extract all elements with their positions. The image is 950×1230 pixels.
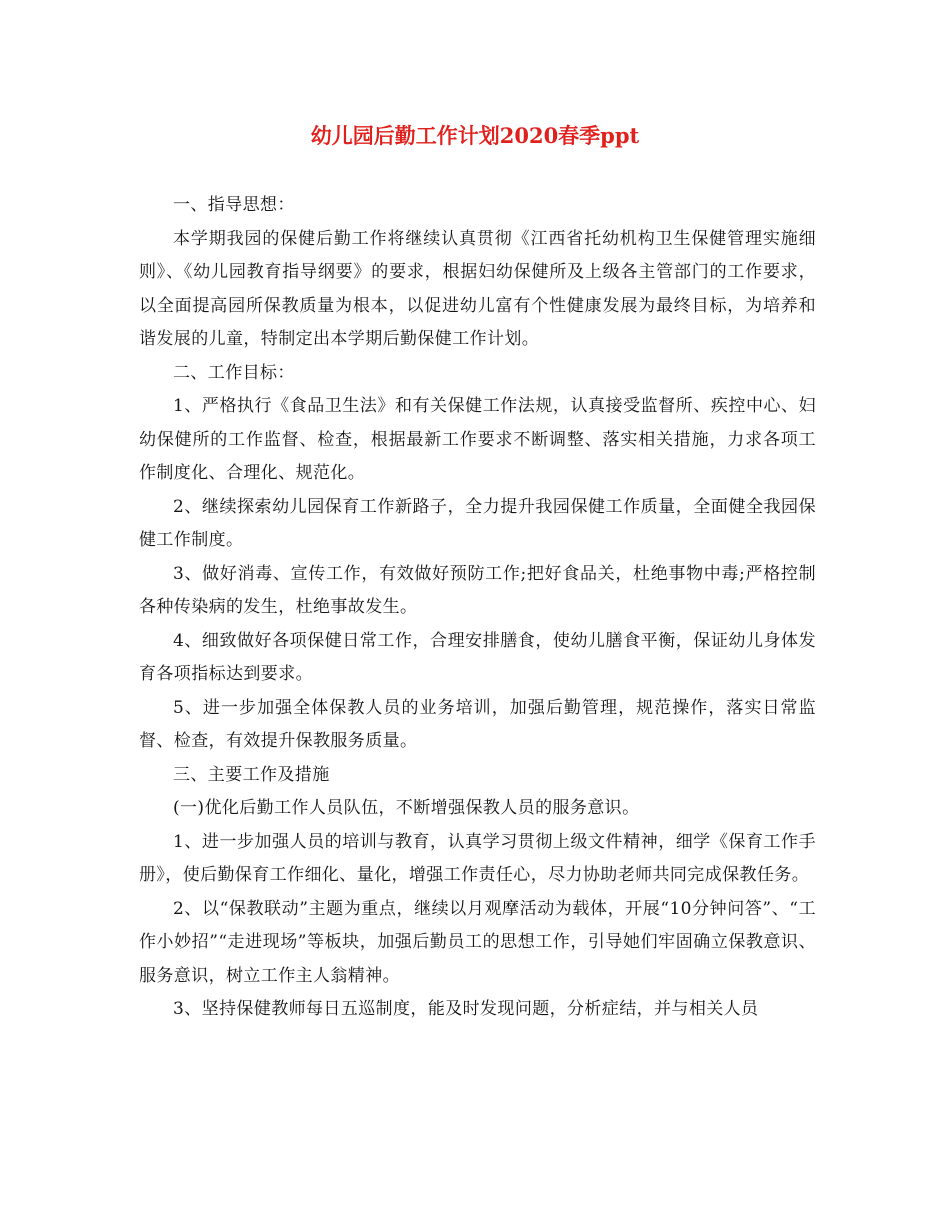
document-title: 幼儿园后勤工作计划2020春季ppt [310, 123, 640, 148]
goal-item-1: 1、严格执行《食品卫生法》和有关保健工作法规，认真接受监督所、疾控中心、妇幼保健所的工作监督、检查，根据最新工作要求不断调整、落实相关措施，力求各项工作制度化、合理化、规范化。 [139, 396, 816, 483]
measure-item-1: 1、进一步加强人员的培训与教育，认真学习贯彻上级文件精神，细学《保育工作手册》，使后勤保育工作细化、量化，增强工作责任心，尽力协助老师共同完成保教任务。 [139, 831, 816, 885]
heading-main-work: 三、主要工作及措施 [173, 764, 330, 785]
paragraph-guiding-ideology: 本学期我园的保健后勤工作将继续认真贯彻《江西省托幼机构卫生保健管理实施细则》、《幼儿园教育指导纲要》的要求，根据妇幼保健所及上级各主管部门的工作要求，以全面提高园所保教质量为根本，以促进幼儿富有个性健康发展为最终目标，为培养和谐发展的儿童，特制定出本学期后勤保健工作计划。 [139, 228, 816, 349]
goal-item-5: 5、进一步加强全体保教人员的业务培训，加强后勤管理，规范操作，落实日常监督、检查，有效提升保教服务质量。 [139, 697, 816, 751]
subheading-optimize-team: (一)优化后勤工作人员队伍，不断增强保教人员的服务意识。 [173, 798, 640, 818]
goal-item-4: 4、细致做好各项保健日常工作，合理安排膳食，使幼儿膳食平衡，保证幼儿身体发育各项指标达到要求。 [139, 630, 816, 684]
goal-item-3: 3、做好消毒、宣传工作，有效做好预防工作;把好食品关，杜绝事物中毒;严格控制各种传染病的发生，杜绝事故发生。 [139, 563, 816, 617]
goal-item-2: 2、继续探索幼儿园保育工作新路子，全力提升我园保健工作质量，全面健全我园保健工作制度。 [139, 496, 816, 550]
heading-guiding-ideology: 一、指导思想： [173, 195, 295, 215]
document-body [139, 189, 816, 1027]
heading-work-goals: 二、工作目标： [173, 362, 295, 383]
measure-item-2: 2、以“保教联动”主题为重点，继续以月观摩活动为载体，开展“10分钟问答”、“工作小妙招”“走进现场”等板块，加强后勤员工的思想工作，引导她们牢固确立保教意识、服务意识，树立工作主人翁精神。 [139, 898, 816, 986]
measure-item-3: 3、坚持保健教师每日五巡制度，能及时发现问题，分析症结，并与相关人员 [173, 999, 759, 1019]
